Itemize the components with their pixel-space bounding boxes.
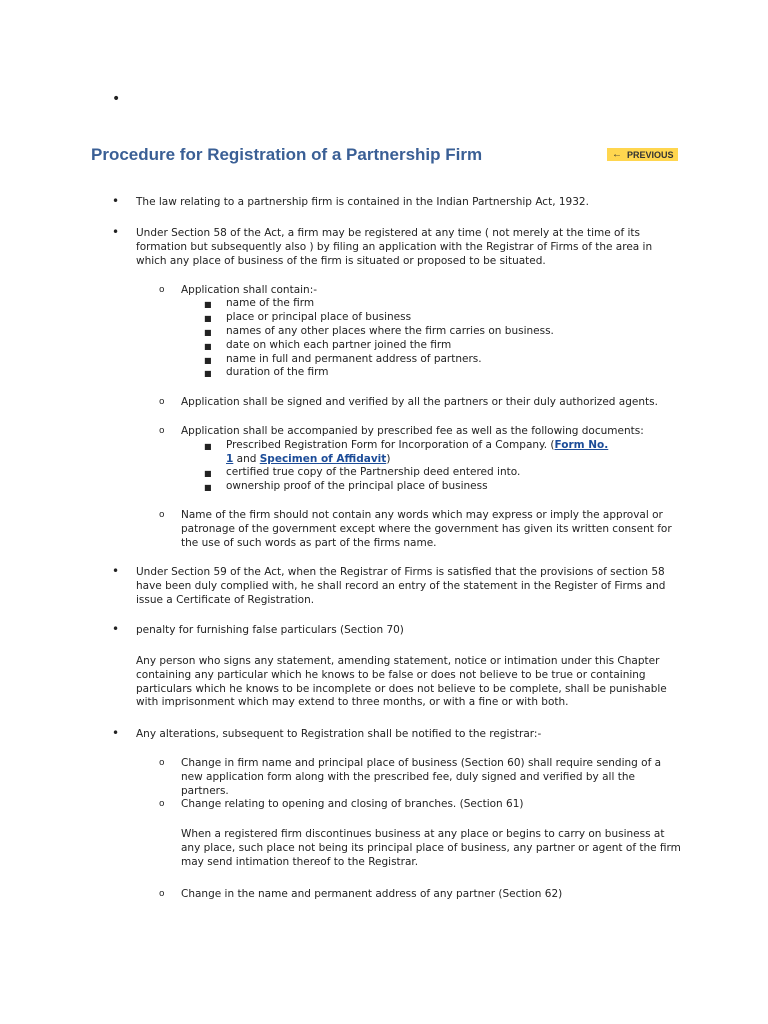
sub-list-item: o Application shall be accompanied by prescribed fee as well as the following documents:: [159, 425, 644, 437]
circle-bullet: o: [159, 285, 165, 295]
circle-bullet: o: [159, 397, 165, 407]
sub-sub-list-item: ■ name of the firm: [226, 297, 681, 311]
sub-list-item: [159, 284, 681, 298]
list-item: • penalty for furnishing false particulars (Section 70): [112, 622, 404, 636]
item-text: Under Section 58 of the Act, a firm may be registered at any time ( not merely at the time of its formation but subsequently also ) by filing an application with the Registrar of Firms of the area in which any place of business of the firm is situated or proposed to be situated.: [136, 227, 653, 267]
square-bullet: ■: [204, 356, 212, 365]
sub-list-item: o Application shall be signed and verified by all the partners or their duly authorized agents.: [159, 396, 658, 408]
bullet: •: [112, 225, 120, 239]
square-bullet: ■: [204, 469, 212, 478]
top-bullet: •: [112, 91, 121, 107]
form-no-1-link[interactable]: Form No. 1: [226, 439, 609, 465]
sub-sub-list-item: ■ Prescribed Registration Form for Incorporation of a Company. (Form No. 1 and Specimen of Affidavit): [204, 439, 609, 465]
previous-label: PREVIOUS: [627, 149, 674, 160]
circle-bullet: o: [159, 889, 165, 899]
sub-list-item: o Change in the name and permanent address of any partner (Section 62): [159, 888, 563, 900]
square-bullet: ■: [204, 342, 212, 351]
bullet: •: [112, 564, 120, 578]
list-item: [112, 225, 681, 268]
previous-button[interactable]: [607, 148, 678, 161]
sub-sub-list-item: ■ date on which each partner joined the firm: [226, 339, 681, 353]
sub-sub-list-item: ■ name in full and permanent address of partners.: [226, 353, 681, 367]
bullet: •: [112, 194, 120, 208]
square-bullet: ■: [204, 328, 212, 337]
list-item: [112, 194, 681, 210]
bullet: •: [112, 622, 120, 636]
sub-list-item: o Name of the firm should not contain any words which may express or imply the approval or patronage of the government except where the government has given its written consent for the use of such words as part of the firms name.: [159, 509, 672, 549]
specimen-of-affidavit-link[interactable]: Specimen of Affidavit: [259, 452, 387, 465]
sub-sub-list-item: ■ certified true copy of the Partnership deed entered into.: [226, 466, 681, 480]
sub-list-item: o Change relating to opening and closing of branches. (Section 61): [159, 798, 524, 810]
item-text: Application shall contain:-: [181, 284, 318, 296]
list-item: • Under Section 59 of the Act, when the Registrar of Firms is satisfied that the provisions of section 58 have been duly complied with, he shall record an entry of the statement in the Register of Firms and issue a Certificate of Registration.: [112, 564, 666, 606]
square-bullet: ■: [204, 314, 212, 323]
sub-list-item: o Change in firm name and principal place of business (Section 60) shall require sending of a new application form along with the prescribed fee, duly signed and verified by all the partners.: [159, 757, 662, 797]
sub-sub-list-item: ■ place or principal place of business: [226, 311, 681, 325]
circle-bullet: o: [159, 426, 165, 436]
bullet: •: [112, 726, 120, 740]
square-bullet: ■: [204, 300, 212, 309]
branches-paragraph: When a registered firm discontinues business at any place or begins to carry on business at any place, such place not being its principal place of business, any partner or agent of the firm may send intimation thereof to the Registrar.: [181, 828, 681, 868]
sub-sub-list-item: ■ ownership proof of the principal place of business: [226, 480, 681, 494]
square-bullet: ■: [204, 369, 212, 378]
list-item: • Any alterations, subsequent to Registration shall be notified to the registrar:-: [112, 726, 542, 740]
circle-bullet: o: [159, 510, 165, 520]
sub-sub-list-item: ■ duration of the firm: [226, 366, 681, 380]
circle-bullet: o: [159, 758, 165, 768]
penalty-paragraph: Any person who signs any statement, amending statement, notice or intimation under this Chapter containing any particular which he knows to be false or does not believe to be true or containing particulars which he knows to be incomplete or does not believe to be complete, shall be punishable with imprisonment which may extend to three months, or with a fine or with both.: [136, 655, 667, 709]
square-bullet: ■: [204, 483, 212, 492]
square-bullet: ■: [204, 442, 212, 451]
item-text: The law relating to a partnership firm is contained in the Indian Partnership Act, 1932.: [136, 196, 589, 208]
sub-sub-list-item: ■ names of any other places where the firm carries on business.: [226, 325, 681, 339]
page-title: Procedure for Registration of a Partnership Firm: [91, 145, 483, 164]
arrow-left-icon: ←: [612, 149, 622, 160]
circle-bullet: o: [159, 799, 165, 809]
